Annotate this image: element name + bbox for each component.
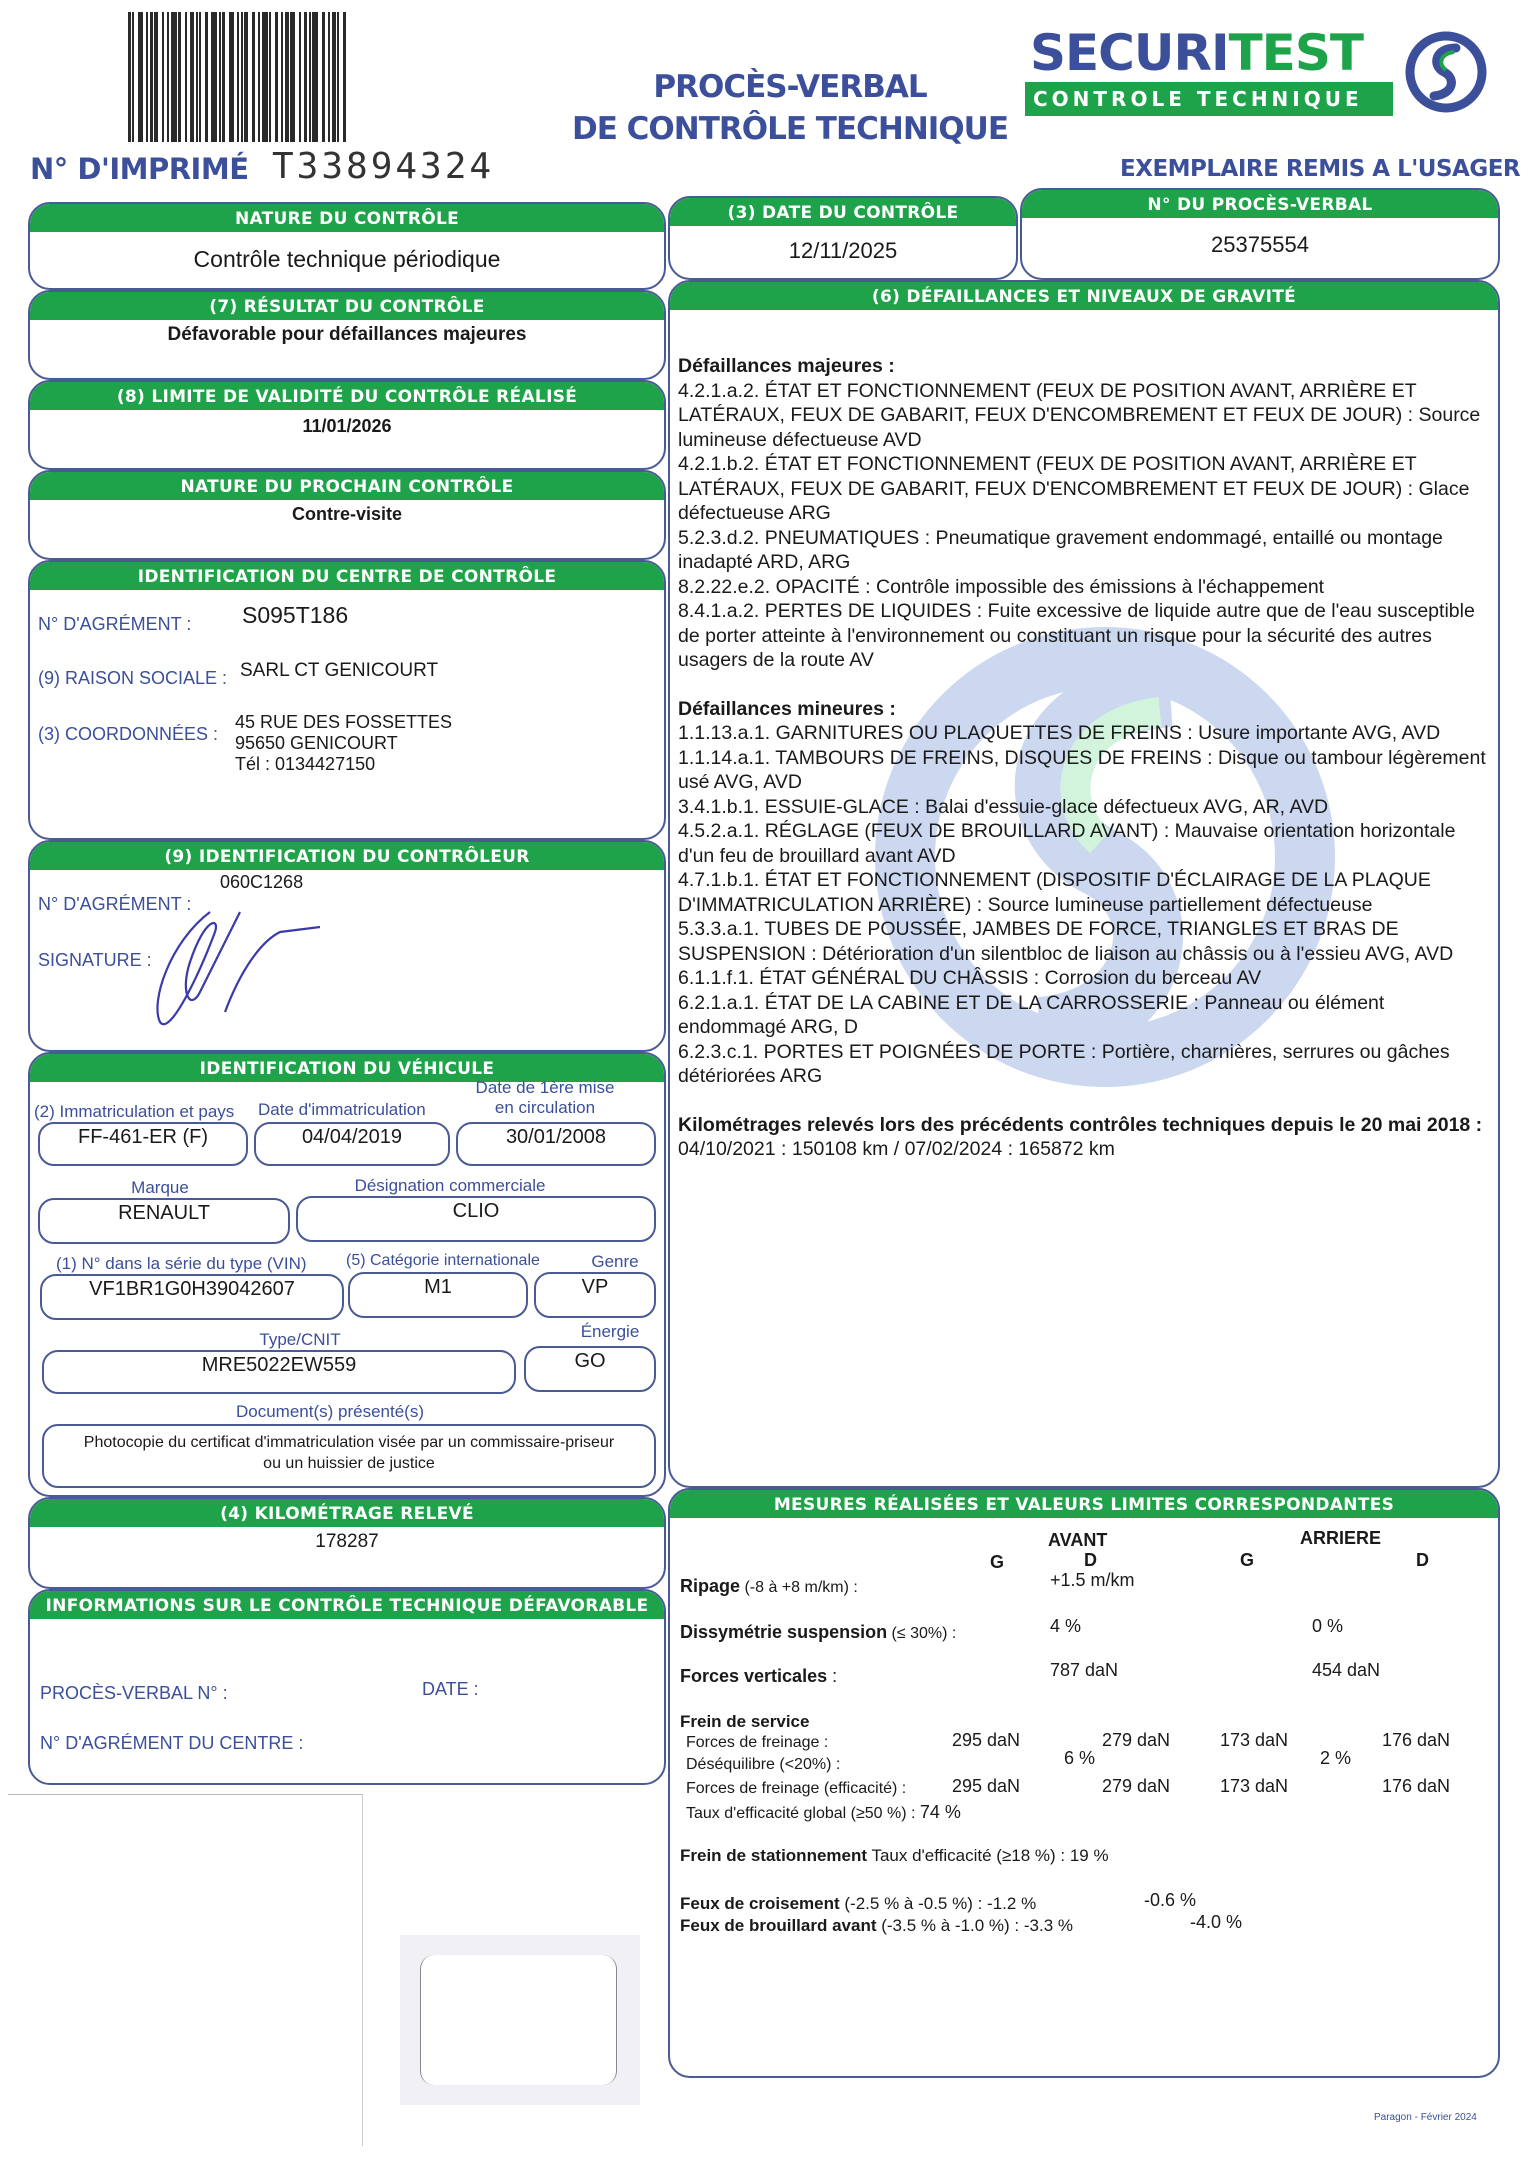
prochain-controle-title: NATURE DU PROCHAIN CONTRÔLE [30, 472, 664, 500]
barcode-bar [337, 12, 339, 142]
genre-field: VP [534, 1272, 656, 1318]
logo-band: CONTROLE TECHNIQUE [1025, 82, 1393, 116]
col-avant-d: D [1084, 1550, 1097, 1570]
phone: Tél : 0134427150 [235, 754, 376, 774]
brouillard-label: Feux de brouillard avant [680, 1916, 877, 1935]
dissymetrie-avant: 4 % [1050, 1616, 1082, 1636]
controleur-title: (9) IDENTIFICATION DU CONTRÔLEUR [30, 842, 664, 870]
barcode-bar [312, 12, 318, 142]
immat-label: (2) Immatriculation et pays [34, 1102, 235, 1121]
controleur-agrement-label: N° D'AGRÉMENT : [38, 894, 192, 914]
barcode-bar [128, 12, 131, 142]
taux-global-value: 74 % [919, 1802, 961, 1822]
defaillance-majeure: 4.2.1.b.2. ÉTAT ET FONCTIONNEMENT (FEUX DE POSITION AVANT, ARRIÈRE ET LATÉRAUX, FEUX DE GABARIT, FEUX D'ENCOMBREMENT ET FEUX DE JOUR) : Glace défectueuse ARG [678, 453, 1470, 524]
barcode-bar [146, 12, 148, 142]
barcode-bar [262, 12, 268, 142]
barcode-bar [229, 12, 234, 142]
mesures-title: MESURES RÉALISÉES ET VALEURS LIMITES CORRESPONDANTES [670, 1490, 1498, 1518]
address-line-1: 45 RUE DES FOSSETTES [235, 712, 453, 732]
resultat-title: (7) RÉSULTAT DU CONTRÔLE [30, 292, 664, 320]
exemplaire-label: EXEMPLAIRE REMIS A L'USAGER [1120, 156, 1521, 182]
centre-agrement-label-2: N° D'AGRÉMENT DU CENTRE : [40, 1733, 304, 1753]
barcode-bar [199, 12, 201, 142]
centre-agrement-label: N° D'AGRÉMENT : [38, 614, 192, 634]
barcode-bar [211, 12, 217, 142]
signature-label: SIGNATURE : [38, 950, 152, 970]
info-defavorable-title: INFORMATIONS SUR LE CONTRÔLE TECHNIQUE DÉFAVORABLE [30, 1591, 664, 1619]
genre-label: Genre [591, 1252, 639, 1271]
forces-efficacite-avd: 279 daN [1102, 1776, 1171, 1796]
defaillance-mineure: 3.4.1.b.1. ESSUIE-GLACE : Balai d'essuie-glace défectueux AVG, AR, AVD [678, 795, 1329, 818]
barcode-bar [290, 12, 295, 142]
barcode-bar [150, 12, 153, 142]
forces-freinage-avd: 279 daN [1102, 1730, 1171, 1750]
barcode-bar [138, 12, 143, 142]
designation-label: Désignation commerciale [354, 1176, 546, 1195]
barcode-bar [154, 12, 158, 142]
categorie-field: M1 [348, 1272, 528, 1318]
croisement-row [680, 1894, 1036, 1914]
dissymetrie-limit: (≤ 30%) : [887, 1625, 957, 1642]
mise-circulation-label-2: en circulation [494, 1098, 596, 1117]
signature [130, 882, 330, 1042]
brouillard-right: -4.0 % [1190, 1912, 1243, 1932]
barcode-bar [281, 12, 283, 142]
mesures-box [668, 1488, 1500, 2078]
marque-field: RENAULT [38, 1198, 290, 1244]
date-immat-label: Date d'immatriculation [258, 1100, 426, 1119]
forces-efficacite-label: Forces de freinage (efficacité) : [686, 1780, 907, 1797]
documents-label: Document(s) présenté(s) [235, 1402, 424, 1421]
defaillance-majeure: 8.4.1.a.2. PERTES DE LIQUIDES : Fuite excessive de liquide autre que de l'eau susceptible de porter atteinte à l'environnement ou constituant un risque pour la sécurité des autres usagers de la route AV [678, 600, 1475, 671]
forces-freinage-label: Forces de freinage : [686, 1734, 829, 1751]
barcode-bar [309, 12, 311, 142]
barcode-bar [185, 12, 187, 142]
mise-circulation-field: 30/01/2008 [456, 1122, 656, 1166]
document-title [560, 66, 1020, 150]
barcode-bar [190, 12, 194, 142]
defaillance-majeure: 5.2.3.d.2. PNEUMATIQUES : Pneumatique gravement endommagé, entaillé ou montage inadapté ARD, ARG [678, 526, 1443, 573]
desequilibre-arriere: 2 % [1320, 1748, 1352, 1768]
defaillance-mineure: 1.1.13.a.1. GARNITURES OU PLAQUETTES DE FREINS : Usure importante AVG, AVD [678, 722, 1441, 744]
title-line-2: DE CONTRÔLE TECHNIQUE [571, 111, 1009, 147]
kilometrage-title: (4) KILOMÉTRAGE RELEVÉ [30, 1499, 664, 1527]
barcode-bar [241, 12, 243, 142]
frein-service-label: Frein de service [680, 1712, 810, 1731]
defaillance-mineure: 1.1.14.a.1. TAMBOURS DE FREINS, DISQUES DE FREINS : Disque ou tambour légèrement usé AVG, AVD [678, 746, 1486, 793]
documents-line-2: ou un huissier de justice [263, 1455, 435, 1472]
croisement-label: Feux de croisement [680, 1894, 840, 1913]
edition-footer: Paragon - Février 2024 [1374, 2112, 1477, 2123]
cnit-label: Type/CNIT [259, 1330, 341, 1349]
resultat-box [28, 290, 666, 380]
forces-freinage-arg: 173 daN [1220, 1730, 1289, 1750]
pv-number-label: PROCÈS-VERBAL N° : [40, 1683, 228, 1703]
raison-sociale-value: SARL CT GENICOURT [240, 660, 439, 681]
ripage-row [680, 1576, 858, 1597]
km-history-title: Kilométrages relevés lors des précédents contrôles techniques depuis le 20 mai 2018 : [678, 1113, 1483, 1136]
barcode-bar [196, 12, 198, 142]
barcode-bar [343, 12, 346, 142]
mineures-title: Défaillances mineures : [678, 697, 896, 720]
barcode-bar [252, 12, 255, 142]
kilometrage-box [28, 1497, 666, 1589]
barcode-bar [219, 12, 221, 142]
securitest-s-icon [1404, 30, 1488, 114]
brouillard-row [680, 1916, 1073, 1936]
categorie-label: (5) Catégorie internationale [346, 1252, 540, 1269]
date-immat-field: 04/04/2019 [254, 1122, 450, 1166]
centre-box [28, 560, 666, 840]
coordonnees-value [235, 712, 452, 775]
date-controle-box [668, 196, 1018, 280]
date-controle-title: (3) DATE DU CONTRÔLE [670, 198, 1016, 226]
barcode-bar [237, 12, 239, 142]
forces-verticales-suffix: : [827, 1666, 838, 1686]
centre-agrement-value: S095T186 [242, 602, 349, 628]
prochain-controle-value: Contre-visite [291, 504, 403, 524]
barcode-bar [171, 12, 177, 142]
km-history-values: 04/10/2021 : 150108 km / 07/02/2024 : 165872 km [678, 1138, 1115, 1160]
defaillance-mineure: 6.2.3.c.1. PORTES ET POIGNÉES DE PORTE : Portière, charnières, serrures ou gâches détériorées ARG [678, 1040, 1450, 1087]
km-history [678, 1113, 1490, 1162]
marque-label: Marque [131, 1178, 189, 1197]
forces-freinage-ard: 176 daN [1382, 1730, 1451, 1750]
logo-part-1: SECURI [1030, 24, 1229, 82]
centre-title: IDENTIFICATION DU CENTRE DE CONTRÔLE [30, 562, 664, 590]
barcode-bar [275, 12, 278, 142]
forces-efficacite-arg: 173 daN [1220, 1776, 1289, 1796]
nature-controle-value: Contrôle technique périodique [193, 246, 501, 272]
majeures-title: Défaillances majeures : [678, 355, 895, 377]
documents-field [42, 1424, 656, 1488]
documents-line-1: Photocopie du certificat d'immatriculation visée par un commissaire-priseur [83, 1434, 615, 1451]
numero-pv-value: 25375554 [1211, 232, 1309, 257]
defaillance-mineure: 6.1.1.f.1. ÉTAT GÉNÉRAL DU CHÂSSIS : Corrosion du berceau AV [678, 967, 1262, 989]
mise-circulation-label [450, 1078, 640, 1118]
barcode-bar [269, 12, 271, 142]
vehicule-box [28, 1052, 666, 1497]
immat-field: FF-461-ER (F) [38, 1122, 248, 1166]
defaillances-content [670, 310, 1498, 1162]
dissymetrie-row [680, 1622, 956, 1643]
croisement-right: -0.6 % [1144, 1890, 1197, 1910]
scan-artifact-edge [362, 1794, 363, 2146]
desequilibre-label: Déséquilibre (<20%) : [686, 1756, 841, 1773]
vin-label: (1) N° dans la série du type (VIN) [56, 1254, 307, 1273]
numero-pv-title: N° DU PROCÈS-VERBAL [1022, 190, 1498, 218]
prochain-controle-box [28, 470, 666, 560]
forces-verticales-avant: 787 daN [1050, 1660, 1119, 1680]
stamp-area [400, 1935, 640, 2105]
forces-freinage-avg: 295 daN [952, 1730, 1021, 1750]
defaillance-mineure: 4.7.1.b.1. ÉTAT ET FONCTIONNEMENT (DISPOSITIF D'ÉCLAIRAGE DE LA PLAQUE D'IMMATRICULATION ARRIÈRE) : Source lumineuse partiellement défectueuse [678, 869, 1431, 916]
scan-artifact-line [8, 1794, 363, 1795]
taux-global-label: Taux d'efficacité global (≥50 %) : [686, 1805, 916, 1822]
nature-controle-title: NATURE DU CONTRÔLE [30, 204, 664, 232]
stationnement-value: Taux d'efficacité (≥18 %) : 19 % [867, 1846, 1109, 1865]
stationnement-row [680, 1846, 1109, 1866]
barcode-bar [222, 12, 225, 142]
barcode-bar [304, 12, 307, 142]
ripage-label: Ripage [680, 1576, 741, 1596]
mise-circulation-label-1: Date de 1ère mise [475, 1078, 615, 1097]
securitest-logo [1030, 24, 1363, 82]
date-controle-value: 12/11/2025 [788, 238, 898, 263]
forces-verticales-arriere: 454 daN [1312, 1660, 1381, 1680]
stationnement-label: Frein de stationnement [680, 1846, 868, 1865]
defaillance-majeure: 4.2.1.a.2. ÉTAT ET FONCTIONNEMENT (FEUX DE POSITION AVANT, ARRIÈRE ET LATÉRAUX, FEUX DE GABARIT, FEUX D'ENCOMBREMENT ET FEUX DE JOUR) : Source lumineuse défectueuse AVD [678, 379, 1481, 451]
pv-date-label: DATE : [422, 1679, 479, 1699]
barcode-bar [322, 12, 325, 142]
defaillance-mineure: 6.2.1.a.1. ÉTAT DE LA CABINE ET DE LA CARROSSERIE : Panneau ou élément endommagé ARG, D [678, 991, 1385, 1038]
defaillance-mineure: 4.5.2.a.1. RÉGLAGE (FEUX DE BROUILLARD AVANT) : Mauvaise orientation horizontale d'un feu de brouillard avant AVD [678, 820, 1456, 867]
col-avant-g: G [990, 1552, 1005, 1572]
taux-global-row [686, 1802, 961, 1823]
forces-efficacite-ard: 176 daN [1382, 1776, 1451, 1796]
logo-part-2: TEST [1228, 24, 1363, 82]
desequilibre-avant: 6 % [1064, 1748, 1096, 1768]
defaillances-box [668, 280, 1500, 1488]
barcode-bar [132, 12, 134, 142]
controleur-box [28, 840, 666, 1052]
imprime-label: N° D'IMPRIMÉ [30, 152, 249, 186]
numero-pv-box [1020, 188, 1500, 280]
brouillard-value: (-3.5 % à -1.0 %) : -3.3 % [876, 1916, 1074, 1935]
limite-validite-value: 11/01/2026 [302, 416, 392, 436]
barcode-bar [285, 12, 289, 142]
barcode-bar [205, 12, 208, 142]
info-defavorable-box [28, 1589, 666, 1785]
barcode [128, 12, 368, 142]
majeures-list [678, 379, 1490, 673]
ripage-limit: (-8 à +8 m/km) : [740, 1579, 858, 1596]
col-arriere: ARRIERE [1300, 1528, 1382, 1548]
dissymetrie-arriere: 0 % [1312, 1616, 1344, 1636]
col-arriere-g: G [1240, 1550, 1255, 1570]
barcode-bar [178, 12, 181, 142]
cnit-field: MRE5022EW559 [42, 1350, 516, 1394]
forces-efficacite-avg: 295 daN [952, 1776, 1021, 1796]
nature-controle-box [28, 202, 666, 290]
vin-field: VF1BR1G0H39042607 [40, 1274, 344, 1320]
barcode-bar [244, 12, 248, 142]
croisement-value: (-2.5 % à -0.5 %) : -1.2 % [839, 1894, 1037, 1913]
forces-verticales-label: Forces verticales [680, 1666, 828, 1686]
dissymetrie-label: Dissymétrie suspension [680, 1622, 888, 1642]
mineures-list [678, 721, 1490, 1089]
barcode-bar [167, 12, 169, 142]
designation-field: CLIO [296, 1196, 656, 1242]
energie-field: GO [524, 1346, 656, 1392]
col-avant: AVANT [1048, 1530, 1108, 1550]
imprime-number: T33894324 [272, 146, 495, 187]
limite-validite-box [28, 380, 666, 470]
forces-verticales-row [680, 1666, 837, 1687]
limite-validite-title: (8) LIMITE DE VALIDITÉ DU CONTRÔLE RÉALISÉ [30, 382, 664, 410]
stamp-frame [420, 1955, 617, 2085]
vehicule-title: IDENTIFICATION DU VÉHICULE [30, 1054, 664, 1082]
barcode-bar [332, 12, 336, 142]
barcode-bar [258, 12, 260, 142]
ripage-value: +1.5 m/km [1050, 1570, 1135, 1590]
defaillances-title: (6) DÉFAILLANCES ET NIVEAUX DE GRAVITÉ [670, 282, 1498, 310]
raison-sociale-label: (9) RAISON SOCIALE : [38, 668, 228, 688]
address-line-2: 95650 GENICOURT [235, 733, 398, 753]
defaillance-majeure: 8.2.22.e.2. OPACITÉ : Contrôle impossible des émissions à l'échappement [678, 575, 1325, 598]
controleur-agrement-value: 060C1268 [220, 872, 304, 892]
col-arriere-d: D [1416, 1550, 1429, 1570]
title-line-1: PROCÈS-VERBAL [653, 69, 927, 105]
barcode-bar [328, 12, 330, 142]
kilometrage-value: 178287 [315, 1531, 379, 1552]
defaillance-mineure: 5.3.3.a.1. TUBES DE POUSSÉE, JAMBES DE FORCE, TRIANGLES ET BRAS DE SUSPENSION : Détérioration d'un silentbloc de liaison au châssis ou à l'essieu AVG, AVD [678, 918, 1454, 965]
barcode-bar [162, 12, 164, 142]
resultat-value: Défavorable pour défaillances majeures [167, 324, 527, 345]
energie-label: Énergie [580, 1322, 640, 1341]
coordonnees-label: (3) COORDONNÉES : [38, 724, 219, 744]
barcode-bar [299, 12, 301, 142]
